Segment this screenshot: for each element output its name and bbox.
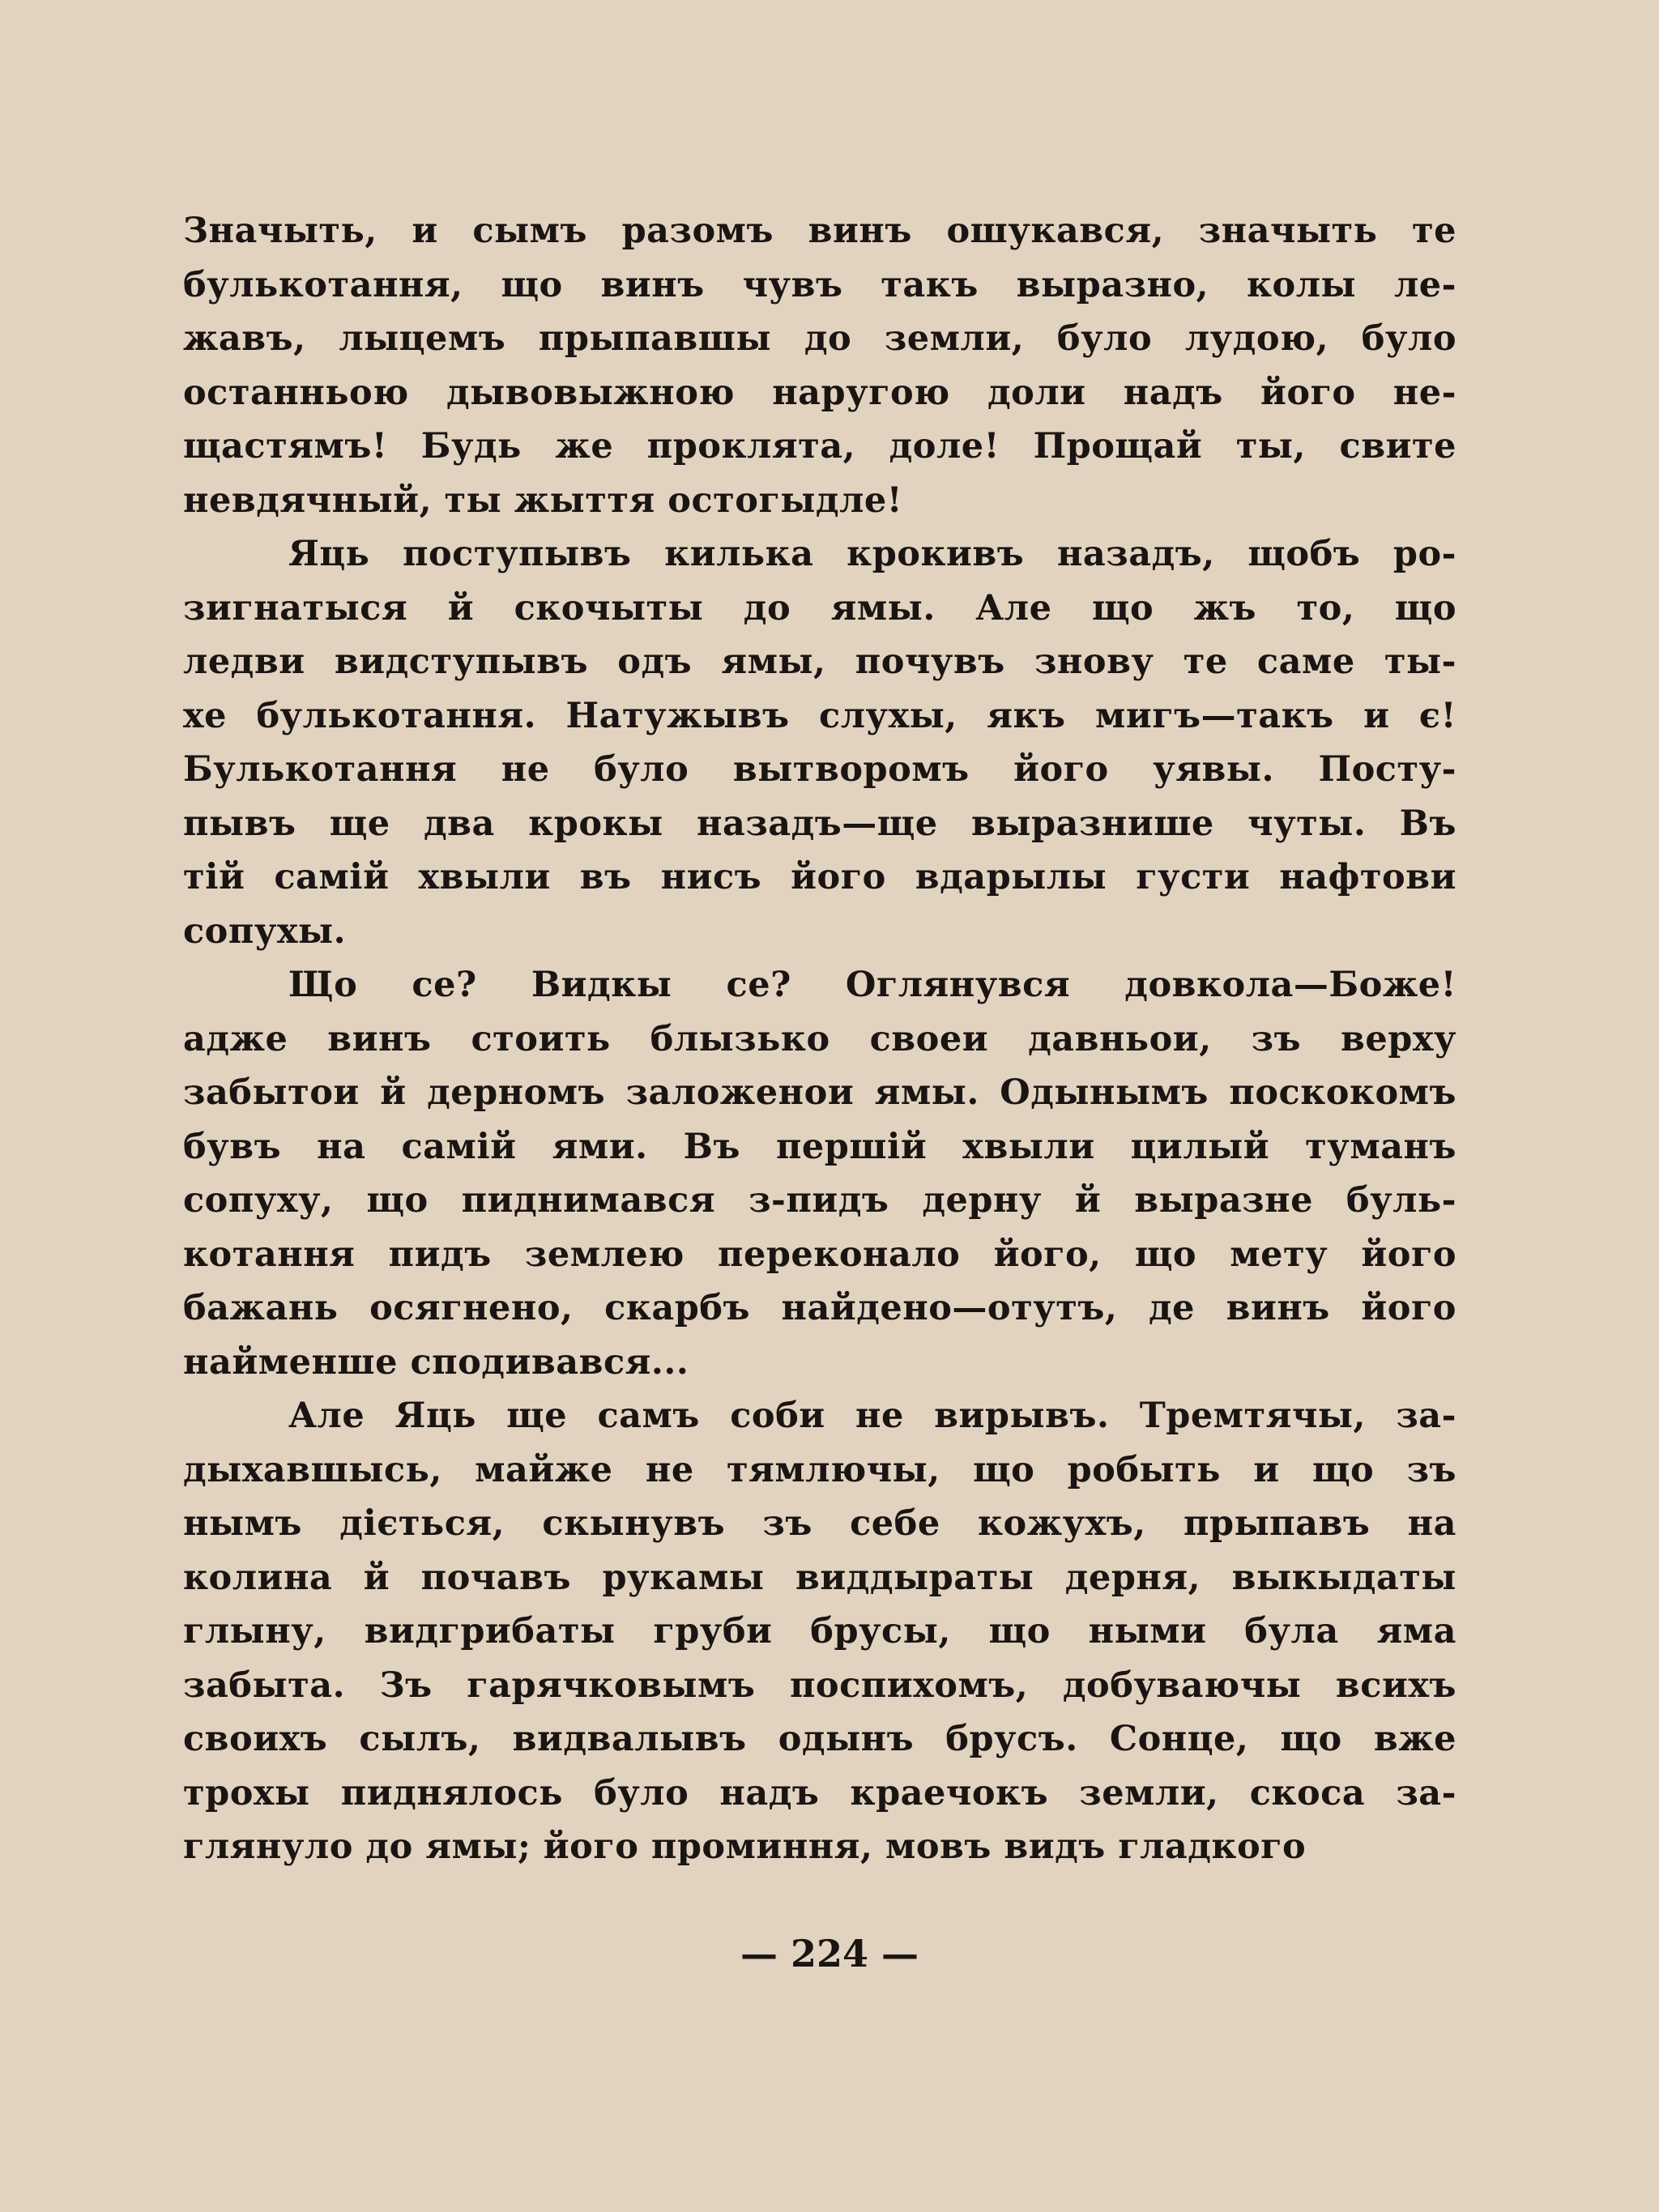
text-line: глыну, видгрибаты груби брусы, що ными була яма [183, 1611, 1456, 1652]
text-line: трохы пиднялось було надъ краечокъ земли, скоса за- [183, 1772, 1456, 1813]
text-line: Що се? Видкы се? Оглянувся довкола—Боже! [288, 965, 1456, 1005]
text-line: зигнатыся й скочыты до ямы. Але що жъ то, що [183, 587, 1456, 629]
text-line: найменше сподивався... [183, 1341, 689, 1383]
text-line: колина й почавъ рукамы виддыраты дерня, выкыдаты [183, 1557, 1456, 1598]
text-line: пывъ ще два крокы назадъ—ще выразнише чуты. Въ [183, 803, 1456, 844]
text-line: хе булькотання. Натужывъ слухы, якъ мигъ—такъ и є! [183, 695, 1456, 736]
page-number: — 224 — [740, 1932, 919, 1975]
text-line: останньою дывовыжною наругою доли надъ його не- [183, 372, 1456, 413]
text-line: сопухы. [183, 910, 347, 952]
paragraph [183, 1389, 1456, 1874]
text-line: дыхавшысь, майже не тямлючы, що робыть и що зъ [183, 1449, 1456, 1490]
text-line: жавъ, лыцемъ прыпавшы до земли, було лудою, було [183, 318, 1456, 359]
text-line: щастямъ! Будь же проклята, доле! Прощай ты, свите [183, 426, 1456, 467]
text-line: своихъ сылъ, видвалывъ одынъ брусъ. Сонце, що вже [183, 1719, 1456, 1759]
text-line: нымъ діється, скынувъ зъ себе кожухъ, прыпавъ на [183, 1503, 1456, 1544]
text-line: адже винъ стоить блызько своеи давньои, зъ верху [183, 1018, 1456, 1059]
paragraph [183, 958, 1456, 1389]
text-line: Булькотання не було вытворомъ його уявы. Посту- [183, 749, 1456, 790]
text-line: ледви видступывъ одъ ямы, почувъ знову те саме ты- [183, 641, 1456, 682]
paragraph [183, 204, 1456, 527]
text-line: Значыть, и сымъ разомъ винъ ошукався, значыть те [183, 211, 1456, 251]
text-line: сопуху, що пиднимався з-пидъ дерну й выразне буль- [183, 1180, 1456, 1221]
text-line: невдячный, ты жыття остогыдле! [183, 479, 903, 521]
text-line: глянуло до ямы; його проминня, мовъ видъ гладкого [183, 1826, 1307, 1867]
text-line: булькотання, що винъ чувъ такъ выразно, колы ле- [183, 264, 1456, 305]
text-line: тій самій хвыли въ нисъ його вдарылы густи нафтови [183, 857, 1456, 897]
body-text [183, 204, 1456, 1874]
text-line: Але Яць ще самъ соби не вирывъ. Тремтячы, за- [288, 1396, 1456, 1436]
text-line: бувъ на самій ями. Въ першій хвыли цилый туманъ [183, 1126, 1456, 1167]
text-line: бажань осягнено, скарбъ найдено—отутъ, де винъ його [183, 1288, 1456, 1328]
text-line: забытои й дерномъ заложенои ямы. Одынымъ поскокомъ [183, 1072, 1456, 1113]
text-line: котання пидъ землею переконало його, що мету його [183, 1234, 1456, 1275]
text-line: забыта. Зъ гарячковымъ поспихомъ, добуваючы всихъ [183, 1664, 1456, 1706]
text-line: Яць поступывъ килька крокивъ назадъ, щобъ ро- [288, 534, 1456, 574]
paragraph [183, 527, 1456, 958]
